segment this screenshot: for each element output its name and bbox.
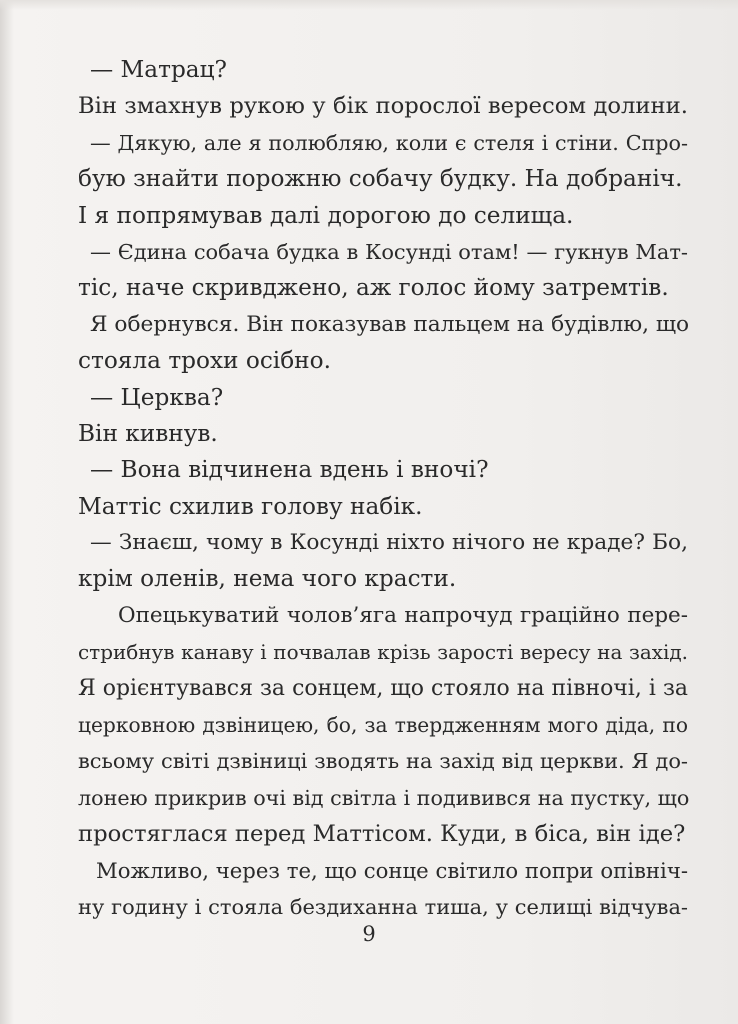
text-line: Маттіс схилив голову набік. [78, 492, 423, 520]
text-line: Він змахнув рукою у бік порослої вересом долини. [78, 93, 688, 120]
text-line: Я орієнтувався за сонцем, що стояло на півночі, і за [78, 675, 688, 701]
text-line: Він кивнув. [78, 419, 218, 447]
scan-top-shadow [0, 0, 738, 10]
page-number: 9 [362, 922, 376, 946]
text-line: простяглася перед Маттісом. Куди, в біса, він іде? [78, 821, 686, 848]
text-line: ну годину і стояла бездиханна тиша, у селищі відчува- [78, 894, 688, 919]
text-line: І я попрямував далі дорогою до селища. [78, 201, 574, 229]
body-text [78, 52, 688, 925]
text-line: церковною дзвіницею, бо, за твердженням мого діда, по [78, 713, 688, 738]
text-line: Можливо, через те, що сонце світило попри опівніч- [96, 857, 688, 883]
text-line: лонею прикрив очі від світла і подивився на пустку, що [78, 785, 690, 810]
scan-left-shadow [0, 0, 14, 1024]
text-line: стояла трохи осібно. [78, 347, 331, 375]
text-line: тіс, наче скривджено, аж голос йому затремтів. [78, 274, 669, 302]
text-line: крім оленів, нема чого красти. [78, 565, 457, 593]
text-line: Я обернувся. Він показував пальцем на будівлю, що [90, 311, 690, 337]
text-line: — Вона відчинена вдень і вночі? [90, 456, 489, 484]
text-line: — Матрац? [90, 56, 227, 83]
text-line: — Церква? [90, 383, 224, 411]
text-line: — Знаєш, чому в Косунді ніхто нічого не краде? Бо, [90, 530, 688, 556]
text-line: — Єдина собача будка в Косунді отам! — гукнув Мат- [90, 239, 688, 264]
text-line: — Дякую, але я полюбляю, коли є стеля і стіни. Спро- [90, 130, 688, 155]
text-line: всьому світі дзвіниці зводять на захід від церкви. Я до- [78, 749, 688, 774]
text-line: бую знайти порожню собачу будку. На добраніч. [78, 165, 683, 193]
text-line: стрибнув канаву і почвалав крізь зарості вересу на захід. [78, 640, 688, 665]
text-line: Опецькуватий чолов’яга напрочуд граційно пере- [118, 602, 688, 628]
